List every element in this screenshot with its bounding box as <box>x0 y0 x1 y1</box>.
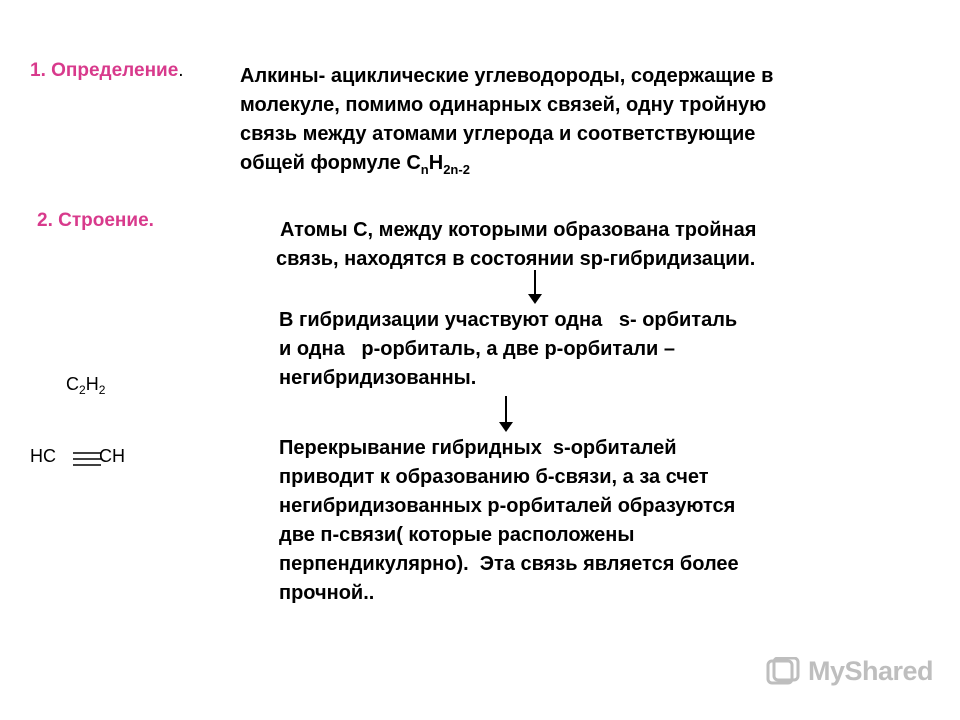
definition-line: связь между атомами углерода и соответствующие <box>240 123 756 145</box>
structure-block-overlap <box>279 434 899 608</box>
down-arrow-icon <box>499 396 513 432</box>
block-line: и одна p-орбиталь, а две р-орбитали – <box>279 338 676 360</box>
block-line: негибридизованны. <box>279 367 477 389</box>
definition-line: молекуле, помимо одинарных связей, одну тройную <box>240 94 767 116</box>
watermark-logo-icon <box>766 657 800 687</box>
block-line: две п-связи( которые расположены <box>279 524 635 546</box>
block-line: перпендикулярно). Эта связь является более <box>279 553 739 575</box>
block-line: негибридизованных р-орбиталей образуются <box>279 495 736 517</box>
watermark <box>766 656 933 687</box>
block-line: прочной.. <box>279 582 375 604</box>
structural-formula-left: HC <box>30 446 56 466</box>
block-line: Перекрывание гибридных s-орбиталей <box>279 437 677 459</box>
structural-formula-right: CH <box>99 446 125 466</box>
definition-text <box>240 62 920 178</box>
structure-block-sp <box>276 216 916 274</box>
block-line: Атомы С, между которыми образована тройная <box>280 219 757 241</box>
down-arrow-icon <box>528 270 542 304</box>
definition-line: Алкины- ациклические углеводороды, содержащие в <box>240 65 774 87</box>
definition-formula-line: общей формуле $C_nH_{2n-2}$ <box>240 152 470 177</box>
structure-heading: 2. Строение. <box>37 210 154 231</box>
block-line: приводит к образованию б-связи, а за счет <box>279 466 709 488</box>
definition-heading: 1. Определение. <box>30 60 184 81</box>
watermark-text: MyShared <box>808 656 934 686</box>
block-line: В гибридизации участвуют одна s- орбиталь <box>279 309 738 331</box>
block-line: связь, находятся в состоянии sp-гибридизации. <box>276 248 756 270</box>
molecular-formula: $C_2H_2$ <box>66 374 106 397</box>
structure-block-hybridization <box>279 306 899 393</box>
